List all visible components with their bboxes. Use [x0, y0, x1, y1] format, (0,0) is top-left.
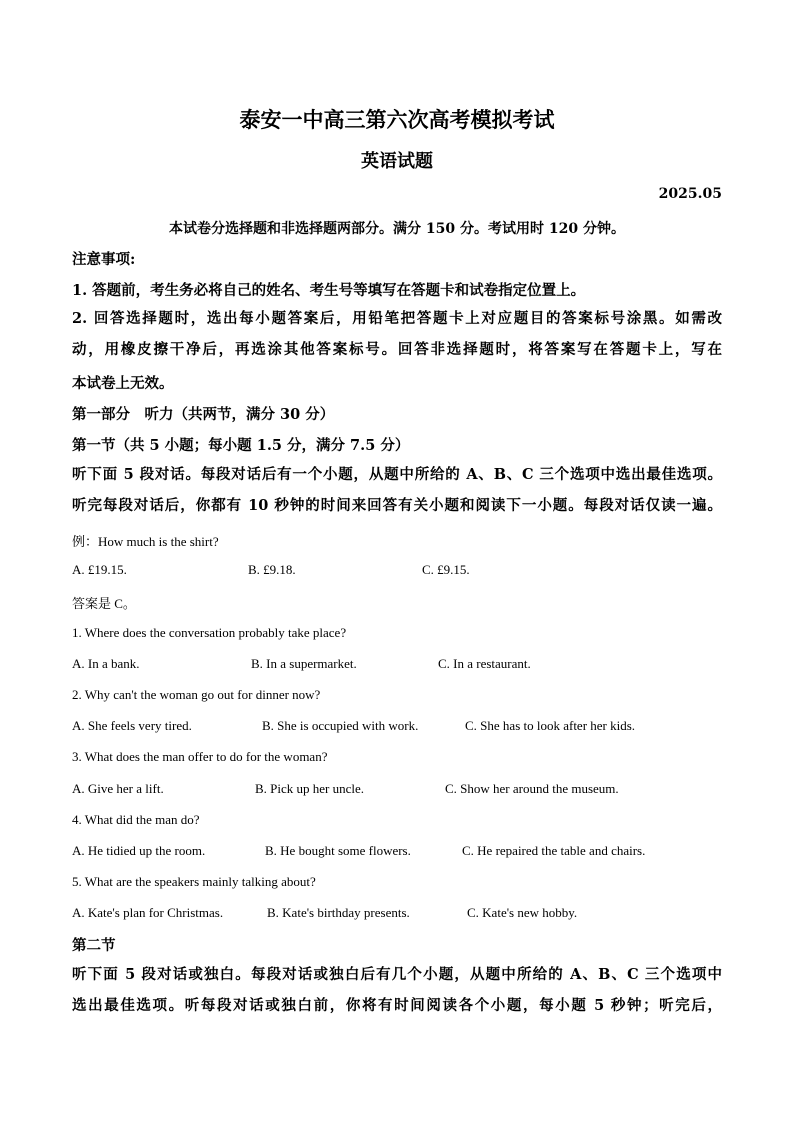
section2-instructions-line-1: 听下面 5 段对话或独白。每段对话或独白后有几个小题，从题中所给的 A、B、C 三个选项中	[72, 966, 722, 983]
question-4-option-c: C. He repaired the table and chairs.	[462, 843, 646, 858]
section1-instructions-line-2: 听完每段对话后，你都有 10 秒钟的时间来回答有关小题和阅读下一小题。每段对话仅读一遍。	[72, 497, 722, 514]
notes-item-1: 1. 答题前，考生务必将自己的姓名、考生号等填写在答题卡和试卷指定位置上。	[72, 282, 586, 299]
question-2-option-c: C. She has to look after her kids.	[465, 718, 636, 733]
question-2-option-a: A. She feels very tired.	[72, 718, 192, 733]
example-option-b: B. £9.18.	[248, 562, 296, 577]
question-5-option-a: A. Kate's plan for Christmas.	[72, 905, 224, 920]
question-2-option-b: B. She is occupied with work.	[262, 718, 419, 733]
question-3: 3. What does the man offer to do for the woman?	[72, 749, 328, 764]
question-3-option-c: C. Show her around the museum.	[445, 781, 619, 796]
section2-heading: 第二节	[72, 937, 116, 954]
example-question: 例：How much is the shirt?	[72, 534, 219, 549]
question-1: 1. Where does the conversation probably take place?	[72, 625, 347, 640]
page-title: 泰安一中高三第六次高考模拟考试	[239, 107, 555, 132]
question-4-option-b: B. He bought some flowers.	[265, 843, 411, 858]
notes-item-2-line-1: 2. 回答选择题时，选出每小题答案后，用铅笔把答题卡上对应题目的答案标号涂黑。如需改	[72, 310, 722, 327]
example-answer: 答案是 C。	[72, 596, 136, 611]
notes-item-2-line-3: 本试卷上无效。	[72, 375, 174, 392]
notes-heading: 注意事项:	[72, 251, 136, 268]
question-2: 2. Why can't the woman go out for dinner now?	[72, 687, 321, 702]
part1-heading: 第一部分 听力（共两节，满分 30 分）	[72, 406, 335, 423]
page-subtitle: 英语试题	[361, 151, 433, 172]
section1-instructions-line-1: 听下面 5 段对话。每段对话后有一个小题，从题中所给的 A、B、C 三个选项中选出最佳选项。	[72, 466, 722, 483]
question-5-option-c: C. Kate's new hobby.	[467, 905, 578, 920]
question-5: 5. What are the speakers mainly talking about?	[72, 874, 316, 889]
notes-item-2-line-2: 动，用橡皮擦干净后，再选涂其他答案标号。回答非选择题时，将答案写在答题卡上，写在	[72, 341, 722, 358]
section1-heading: 第一节（共 5 小题；每小题 1.5 分，满分 7.5 分）	[72, 437, 410, 454]
example-option-c: C. £9.15.	[422, 562, 470, 577]
question-3-option-b: B. Pick up her uncle.	[255, 781, 365, 796]
exam-intro: 本试卷分选择题和非选择题两部分。满分 150 分。考试用时 120 分钟。	[169, 221, 625, 237]
question-1-option-c: C. In a restaurant.	[438, 656, 531, 671]
question-3-option-a: A. Give her a lift.	[72, 781, 164, 796]
example-option-a: A. £19.15.	[72, 562, 127, 577]
exam-date: 2025.05	[658, 186, 722, 202]
question-1-option-a: A. In a bank.	[72, 656, 140, 671]
question-4: 4. What did the man do?	[72, 812, 200, 827]
question-1-option-b: B. In a supermarket.	[251, 656, 357, 671]
section2-instructions-line-2: 选出最佳选项。听每段对话或独白前，你将有时间阅读各个小题，每小题 5 秒钟；听完后，	[72, 997, 722, 1014]
question-5-option-b: B. Kate's birthday presents.	[267, 905, 410, 920]
question-4-option-a: A. He tidied up the room.	[72, 843, 206, 858]
